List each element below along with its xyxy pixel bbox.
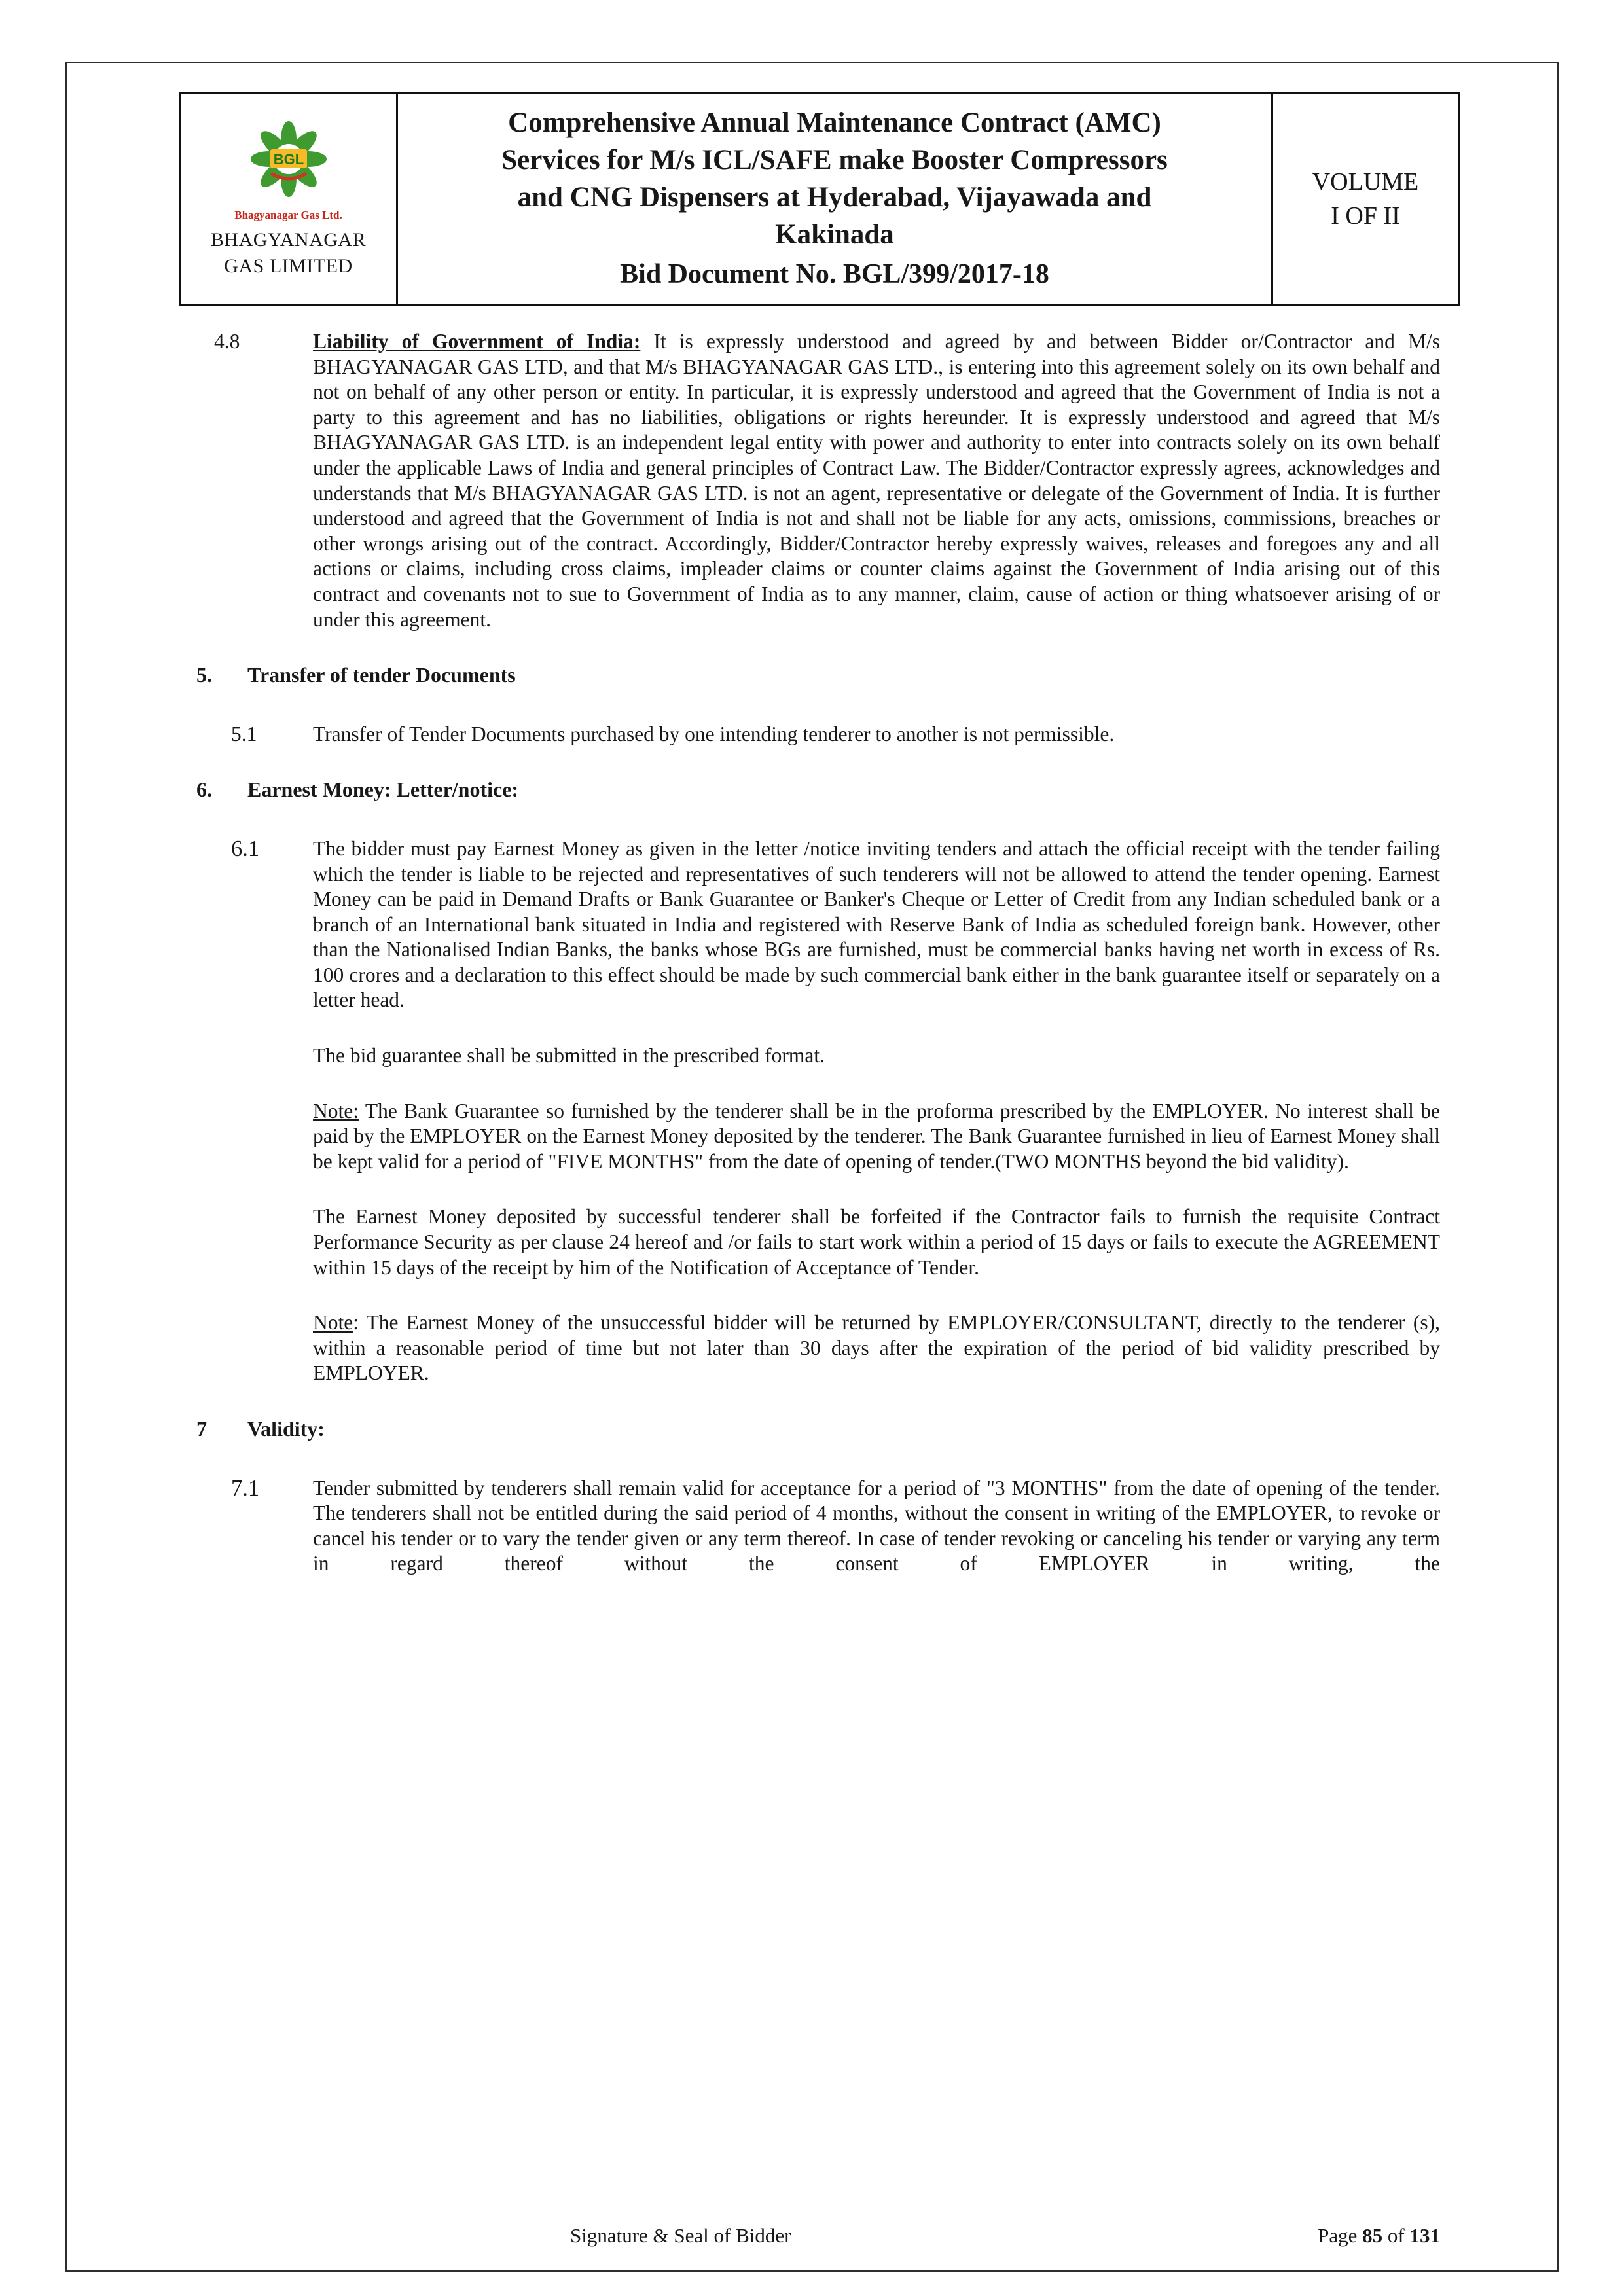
- page-word: Page: [1318, 2224, 1358, 2247]
- document-body: [179, 329, 1440, 1607]
- note-2: [313, 1310, 1440, 1386]
- clause-4-8: [179, 329, 1440, 632]
- heading-5: [179, 662, 1440, 688]
- of-word: of: [1387, 2224, 1405, 2247]
- volume-cell: [1273, 94, 1458, 304]
- clause-7-1: [179, 1476, 1440, 1577]
- heading-text: Transfer of tender Documents: [247, 663, 516, 687]
- note-body: : The Earnest Money of the unsuccessful bidder will be returned by EMPLOYER/CONSULTANT, directly to the tenderer (s), within a reasonable period of time but not later than 30 days after the expiration of the period of bid validity prescribed by EMPLOYER.: [313, 1311, 1440, 1385]
- bid-document-number: Bid Document No. BGL/399/2017-18: [620, 259, 1049, 289]
- document-footer: [179, 2224, 1440, 2248]
- logo-caption: Bhagyanagar Gas Ltd.: [234, 208, 342, 221]
- heading-text: Earnest Money: Letter/notice:: [247, 778, 519, 802]
- heading-text: Validity:: [247, 1417, 325, 1441]
- page-number: [1318, 2224, 1440, 2248]
- clause-6-1: [179, 836, 1440, 1013]
- heading-number: 7: [196, 1417, 207, 1441]
- clause-text: Tender submitted by tenderers shall remain valid for acceptance for a period of "3 MONTHS" from the date of opening of the tender. The tenderers shall not be entitled during the said period of 4 months, without the consent in writing of the EMPLOYER, to revoke or cancel his tender or to vary the tender given or any term thereof. In case of tender revoking or canceling his tender or varying any term in regard thereof without the consent of EMPLOYER in writing, the: [313, 1476, 1440, 1575]
- document-title-line: Services for M/s ICL/SAFE make Booster Compressors: [501, 145, 1168, 175]
- volume-line2: I OF II: [1331, 202, 1400, 230]
- clause-number: 4.8: [214, 330, 240, 353]
- heading-number: 5.: [196, 663, 212, 687]
- clause-number: 5.1: [231, 722, 257, 745]
- clause-lead-underlined: Liability of Government of India:: [313, 330, 641, 353]
- document-header: [179, 92, 1460, 306]
- clause-text: The bidder must pay Earnest Money as given in the letter /notice inviting tenders and attach the official receipt with the tender failing which the tender is liable to be rejected and representatives of such tenderers will not be allowed to attend the tender opening. Earnest Money can be paid in Demand Drafts or Bank Guarantee or Banker's Cheque or Letter of Credit from any Indian scheduled bank or a branch of an International bank situated in India and registered with Reserve Bank of India as scheduled foreign bank. However, other than the Nationalised Indian Banks, the banks whose BGs are furnished, must be commercial banks having net worth in excess of Rs. 100 crores and a declaration to this effect should be made by such commercial bank either in the bank guarantee itself or separately on a letter head.: [313, 836, 1440, 1012]
- heading-6: [179, 777, 1440, 802]
- heading-7: [179, 1416, 1440, 1442]
- note-label: Note: [313, 1311, 353, 1335]
- org-name: [211, 227, 366, 279]
- clause-5-1: [179, 722, 1440, 747]
- note-body: The Bank Guarantee so furnished by the tenderer shall be in the proforma prescribed by the EMPLOYER. No interest shall be paid by the EMPLOYER on the Earnest Money deposited by the tenderer. The Bank Guarantee furnished in lieu of Earnest Money shall be kept valid for a period of "FIVE MONTHS" from the date of opening of tender.(TWO MONTHS beyond the bid validity).: [313, 1099, 1440, 1173]
- document-title-line: Kakinada: [775, 219, 894, 250]
- signature-seal-label: Signature & Seal of Bidder: [570, 2224, 791, 2247]
- clause-text: [313, 329, 1440, 632]
- logo-text: BGL: [273, 151, 304, 168]
- forfeit-paragraph: The Earnest Money deposited by successful tenderer shall be forfeited if the Contractor fails to furnish the requisite Contract Performance Security as per clause 24 hereof and /or fails to start work within a period of 15 days or fails to execute the AGREEMENT within 15 days of the receipt by him of the Notification of Acceptance of Tender.: [313, 1205, 1440, 1279]
- clause-text: Transfer of Tender Documents purchased by one intending tenderer to another is not permissible.: [313, 722, 1115, 745]
- clause-number: 6.1: [231, 836, 260, 861]
- org-name-line2: GAS LIMITED: [224, 255, 353, 277]
- heading-number: 6.: [196, 778, 212, 802]
- document-title-line: Comprehensive Annual Maintenance Contract (AMC): [508, 107, 1161, 138]
- note-label: Note:: [313, 1099, 359, 1122]
- bid-guarantee-paragraph: The bid guarantee shall be submitted in the prescribed format.: [313, 1044, 825, 1067]
- logo-cell: [181, 94, 398, 304]
- org-name-line1: BHAGYANAGAR: [210, 228, 367, 251]
- page-total: 131: [1409, 2224, 1440, 2247]
- page-current: 85: [1362, 2224, 1383, 2247]
- note-1: [313, 1099, 1440, 1175]
- clause-body: It is expressly understood and agreed by and between Bidder or/Contractor and M/s BHAGYANAGAR GAS LTD, and that M/s BHAGYANAGAR GAS LTD., is entering into this agreement solely on its own behalf and not on behalf of any other person or entity. In particular, it is expressly understood and agreed that the Government of India is not a party to this agreement and has no liabilities, obligations or rights hereunder. It is expressly understood and agreed that M/s BHAGYANAGAR GAS LTD. is an independent legal entity with power and authority to enter into contracts solely on its own behalf under the applicable Laws of India and general principles of Contract Law. The Bidder/Contractor expressly agrees, acknowledges and understands that M/s BHAGYANAGAR GAS LTD. is not an agent, representative or delegate of the Government of India. It is further understood and agreed that the Government of India is not and shall not be liable for any acts, omissions, commissions, breaches or other wrongs arising out of the contract. Accordingly, Bidder/Contractor hereby expressly waives, releases and foregoes any and all actions or claims, including cross claims, impleader claims or counter claims against the Government of India arising out of this contract and covenants not to sue to Government of India as to any manner, claim, cause of action or thing whatsoever arising of or under this agreement.: [313, 330, 1440, 631]
- bgl-logo-icon: [233, 118, 344, 209]
- document-title-line: and CNG Dispensers at Hyderabad, Vijayawada and: [517, 182, 1152, 213]
- volume-line1: VOLUME: [1312, 168, 1419, 196]
- clause-number: 7.1: [231, 1475, 260, 1501]
- title-cell: [398, 94, 1273, 304]
